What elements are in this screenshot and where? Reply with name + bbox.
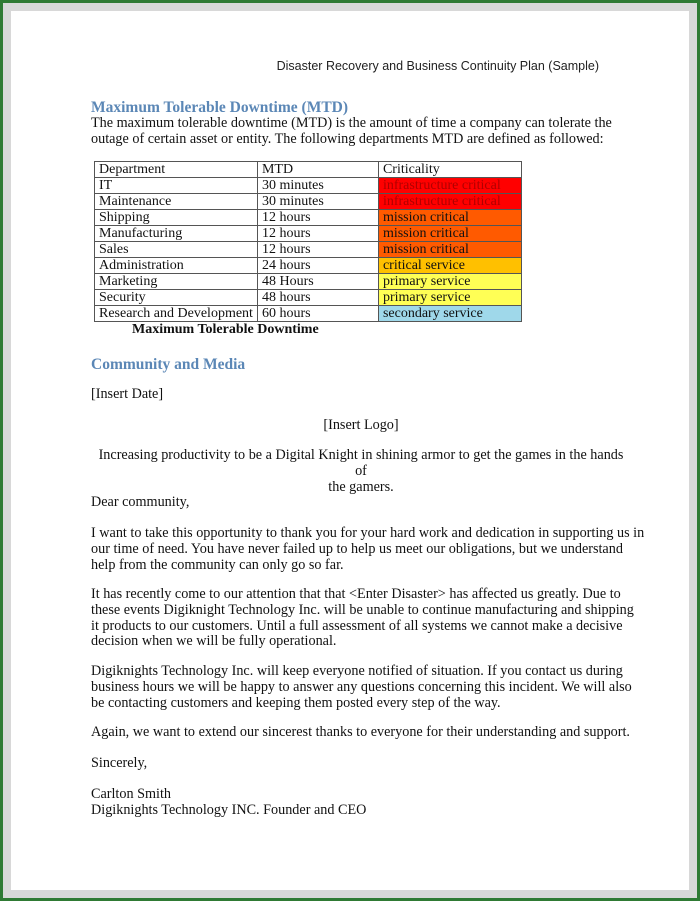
col-header-criticality: Criticality <box>378 162 521 178</box>
cell-mtd: 12 hours <box>257 242 378 258</box>
paragraph-3 <box>91 664 632 711</box>
mtd-intro-line: outage of certain asset or entity. The following departments MTD are defined as followed: <box>91 130 604 147</box>
cell-department: Manufacturing <box>95 226 258 242</box>
signature-block <box>91 787 366 819</box>
document-page <box>11 11 689 890</box>
cell-criticality: mission critical <box>378 210 521 226</box>
table-row <box>95 290 522 306</box>
paragraph-2 <box>91 587 634 650</box>
paragraph-line: our time of need. You have never failed up to help us meet our obligations, but we understand <box>91 540 623 557</box>
paragraph-line: help from the community can only go so far. <box>91 556 344 573</box>
table-row <box>95 258 522 274</box>
cell-criticality: critical service <box>378 258 521 274</box>
mtd-table <box>94 161 522 322</box>
table-row <box>95 210 522 226</box>
paragraph-line: it products to our customers. Until a full assessment of all systems we cannot make a decisive <box>91 617 623 634</box>
cell-criticality: primary service <box>378 290 521 306</box>
paragraph-line: It has recently come to our attention that that <Enter Disaster> has affected us greatly. Due to <box>91 586 621 602</box>
cell-criticality: primary service <box>378 274 521 290</box>
cell-department: IT <box>95 178 258 194</box>
cell-criticality: infrastructure critical <box>378 194 521 210</box>
cell-mtd: 30 minutes <box>257 178 378 194</box>
cell-department: Security <box>95 290 258 306</box>
mtd-table-header-row <box>95 162 522 178</box>
cell-mtd: 48 hours <box>257 290 378 306</box>
cell-mtd: 12 hours <box>257 226 378 242</box>
col-header-mtd: MTD <box>257 162 378 178</box>
cell-mtd: 60 hours <box>257 306 378 322</box>
paragraph-line: I want to take this opportunity to thank you for your hard work and dedication in supporting us in <box>91 525 645 541</box>
table-row <box>95 178 522 194</box>
mtd-intro <box>91 116 612 148</box>
cell-department: Sales <box>95 242 258 258</box>
closing: Sincerely, <box>91 755 148 771</box>
table-row <box>95 274 522 290</box>
table-row <box>95 194 522 210</box>
cell-criticality: mission critical <box>378 226 521 242</box>
table-row <box>95 242 522 258</box>
table-row <box>95 226 522 242</box>
cell-criticality: secondary service <box>378 306 521 322</box>
tagline-line: Increasing productivity to be a Digital Knight in shining armor to get the games in the hands of <box>98 447 624 479</box>
tagline <box>91 447 631 495</box>
cell-department: Shipping <box>95 210 258 226</box>
insert-logo: [Insert Logo] <box>323 417 399 433</box>
paragraph-line: Digiknights Technology Inc. will keep everyone notified of situation. If you contact us during <box>91 663 623 679</box>
cell-department: Maintenance <box>95 194 258 210</box>
cell-mtd: 48 Hours <box>257 274 378 290</box>
cell-department: Administration <box>95 258 258 274</box>
cell-department: Marketing <box>95 274 258 290</box>
document-frame <box>3 3 697 898</box>
tagline-line: the gamers. <box>328 479 394 495</box>
table-row <box>95 306 522 322</box>
cell-criticality: mission critical <box>378 242 521 258</box>
table-caption: Maximum Tolerable Downtime <box>132 322 319 337</box>
paragraph-line: be contacting customers and keeping them posted every step of the way. <box>91 694 501 711</box>
cell-mtd: 12 hours <box>257 210 378 226</box>
salutation: Dear community, <box>91 494 190 510</box>
cell-mtd: 30 minutes <box>257 194 378 210</box>
cell-mtd: 24 hours <box>257 258 378 274</box>
signer-title: Digiknights Technology INC. Founder and CEO <box>91 801 367 818</box>
cell-criticality: infrastructure critical <box>378 178 521 194</box>
mtd-heading: Maximum Tolerable Downtime (MTD) <box>91 99 349 116</box>
mtd-intro-line: The maximum tolerable downtime (MTD) is the amount of time a company can tolerate the <box>91 115 612 131</box>
signer-name: Carlton Smith <box>91 786 172 802</box>
paragraph-line: decision when we will be fully operational. <box>91 633 337 650</box>
paragraph-line: business hours we will be happy to answer any questions concerning this incident. We will also <box>91 678 632 695</box>
community-heading: Community and Media <box>91 356 246 373</box>
cell-department: Research and Development <box>95 306 258 322</box>
paragraph-1 <box>91 526 644 573</box>
col-header-department: Department <box>95 162 258 178</box>
paragraph-line: these events Digiknight Technology Inc. will be unable to continue manufacturing and shipping <box>91 601 634 618</box>
paragraph-4: Again, we want to extend our sincerest thanks to everyone for their understanding and support. <box>91 724 630 740</box>
insert-date: [Insert Date] <box>91 386 164 402</box>
page-header: Disaster Recovery and Business Continuity Plan (Sample) <box>276 59 599 73</box>
